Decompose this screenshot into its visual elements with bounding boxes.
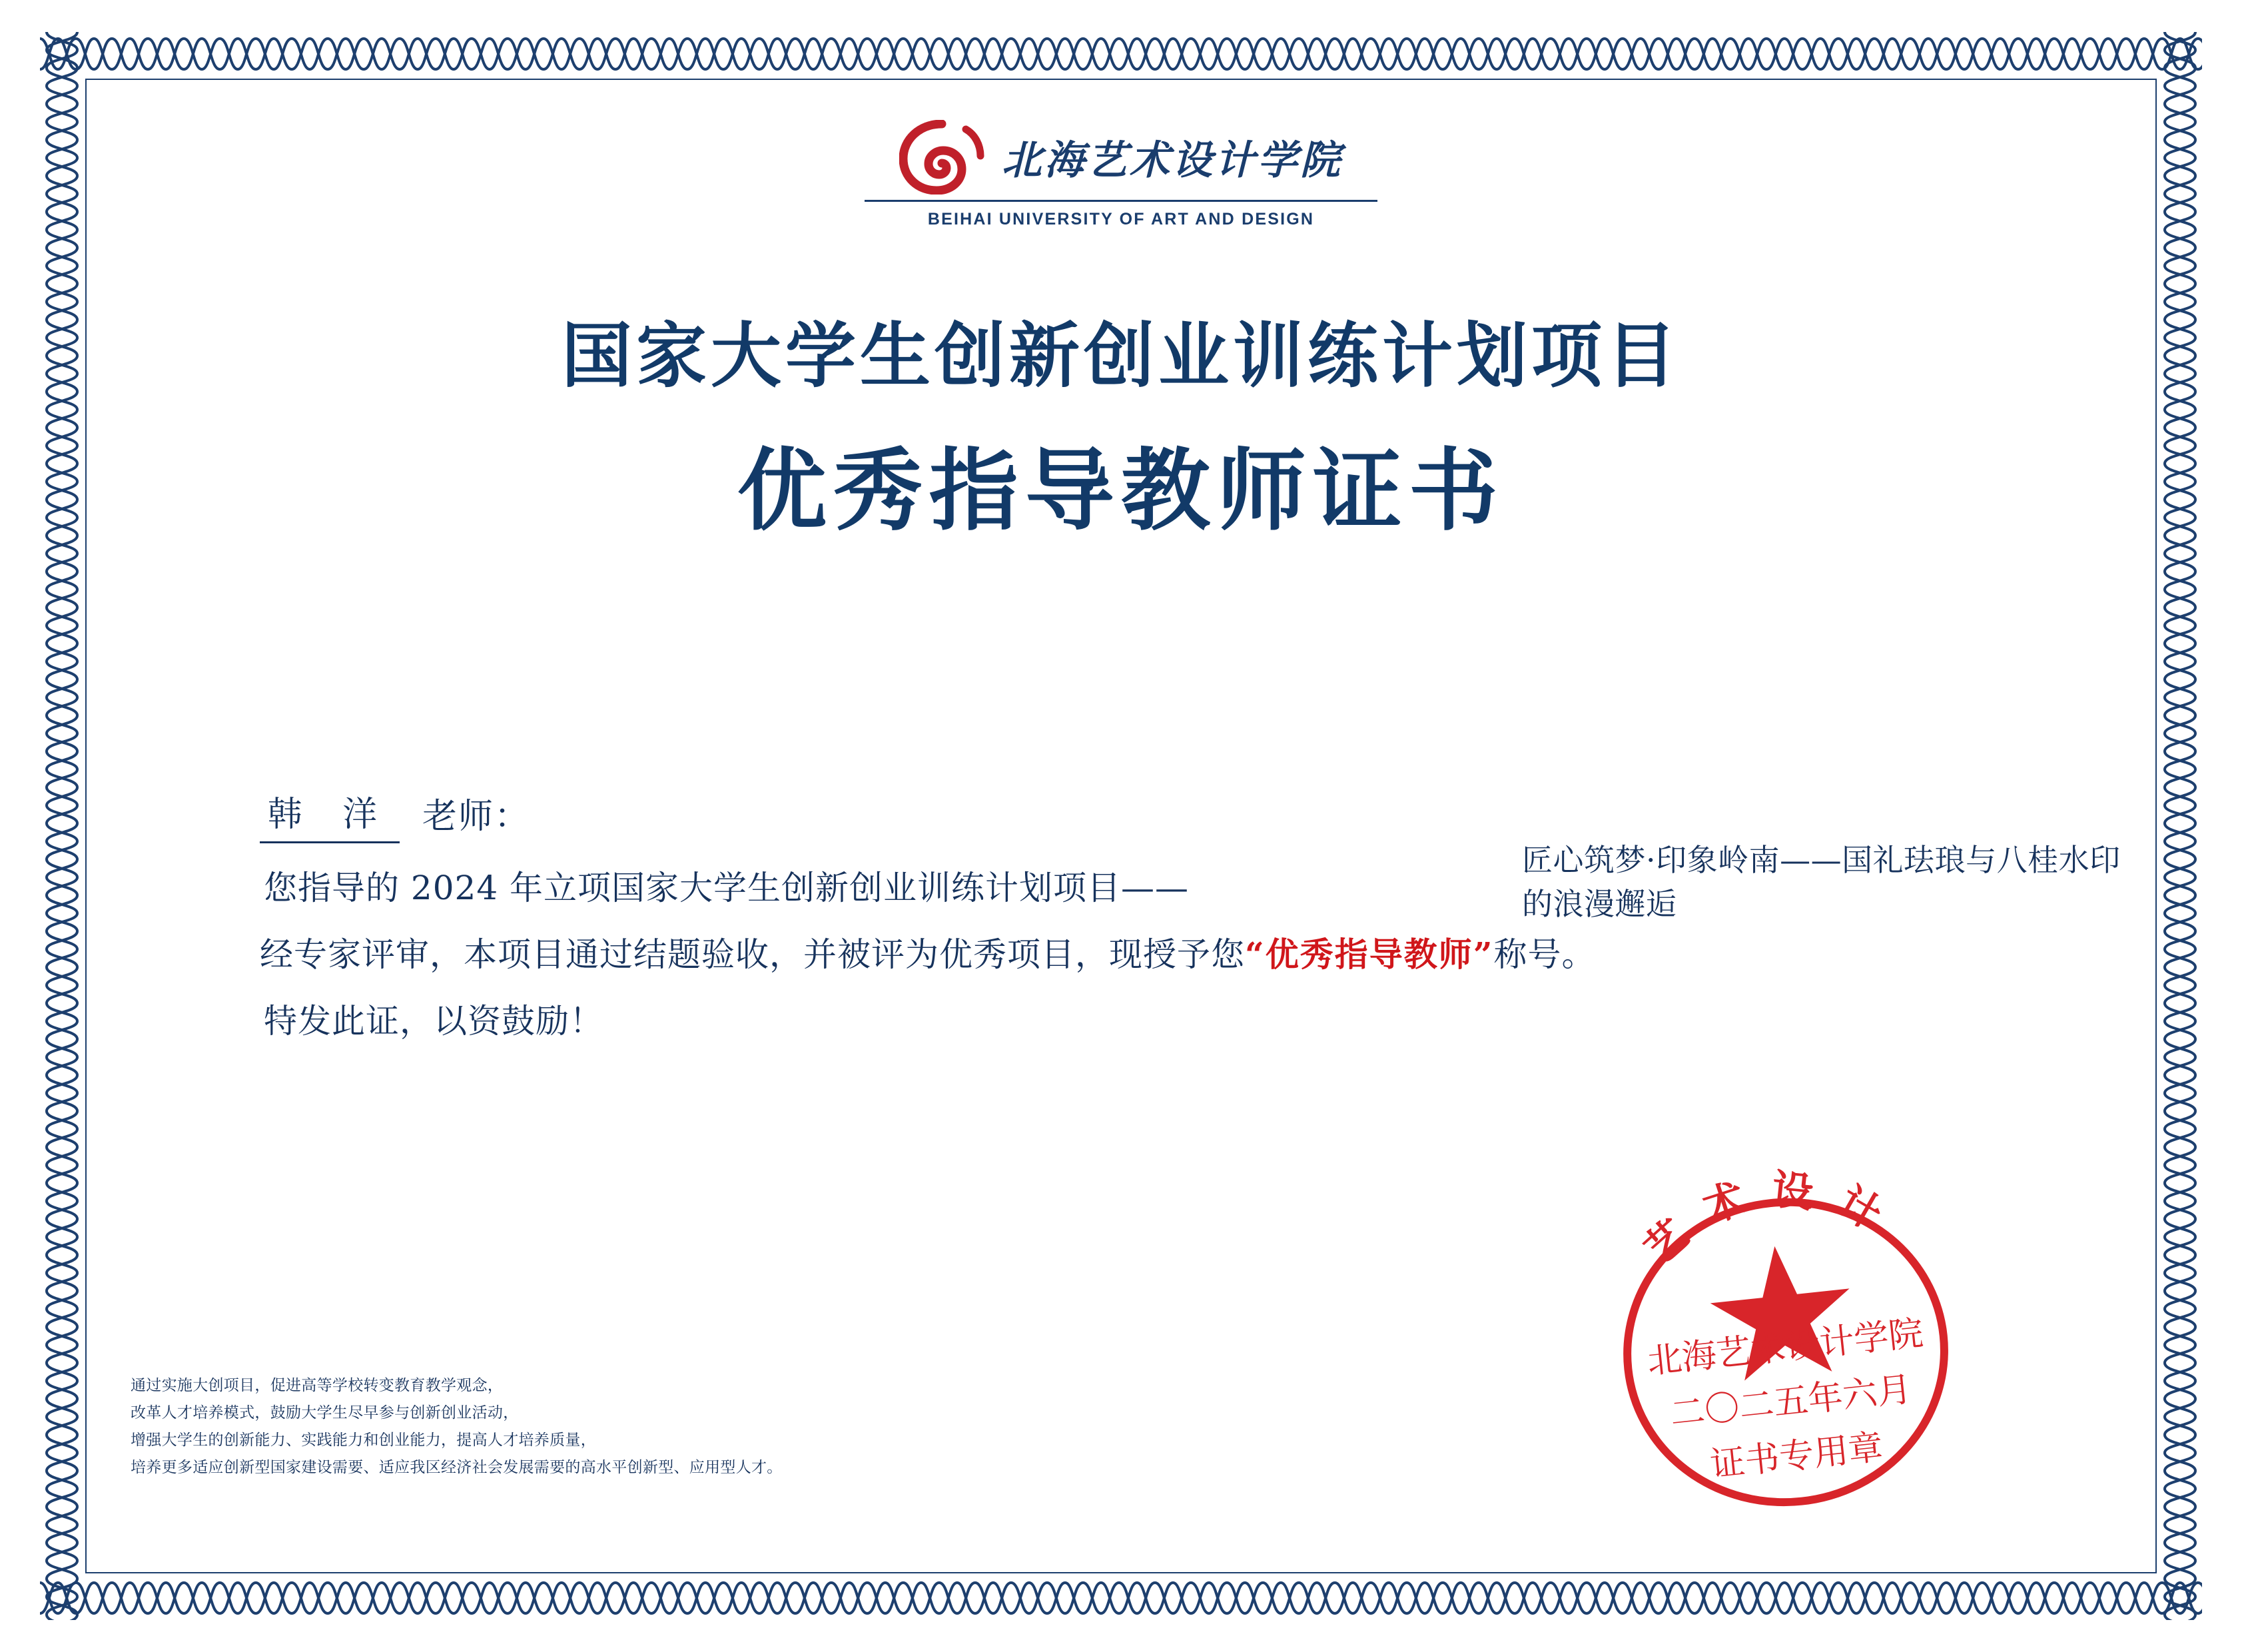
footnote-line-4: 培养更多适应创新型国家建设需要、适应我区经济社会发展需要的高水平创新型、应用型人才。 [131,1459,783,1476]
certificate-title-sub: 优秀指导教师证书 [737,438,1505,543]
certificate-title-main: 国家大学生创新创业训练计划项目 [561,314,1681,397]
footnote-line-1: 通过实施大创项目，促进高等学校转变教育教学观念， [131,1377,504,1394]
seal-center-line-1: 北海艺术设计学院 [1645,1313,1926,1382]
body-paragraph-1: 您指导的 2024 年立项国家大学生创新创业训练计划项目—— [264,869,1190,907]
logo-divider [865,200,1377,202]
recipient-suffix: 老师： [422,797,531,837]
footnote-line-3: 增强大学生的创新能力、实践能力和创业能力，提高人才培养质量， [131,1432,596,1449]
logo-text-cn: 北海艺术设计学院 [1002,137,1343,184]
project-name: 匠心筑梦·印象岭南——国礼珐琅与八桂水印的浪漫邂逅 [1522,842,2121,922]
official-seal [1560,1138,2010,1553]
recipient-line [260,786,1992,843]
body-paragraph-2-before: 经专家评审，本项目通过结题验收，并被评为优秀项目，现授予您 [260,935,1245,974]
border-rope-bottom [40,1576,2202,1620]
institution-logo [865,120,1377,229]
footnote-block [131,1372,1063,1481]
seal-icon [1560,1138,2010,1553]
body-paragraph-2 [260,922,1992,987]
footnote-line-2: 改革人才培养模式，鼓励大学生尽早参与创新创业活动， [131,1404,519,1422]
border-rope-right [2158,32,2202,1620]
recipient-name: 韩 洋 [260,786,400,843]
logo-row [899,120,1343,195]
border-rope-top [40,32,2202,76]
seal-arc-text: 艺术设计 [1635,1164,1910,1274]
logo-text-en: BEIHAI UNIVERSITY OF ART AND DESIGN [927,210,1315,228]
body-paragraph-3: 特发此证，以资鼓励！ [264,1002,603,1040]
body-paragraph-2-after: 称号。 [1493,935,1596,974]
seal-center-line-2: 二〇二五年六月 [1668,1369,1914,1435]
seal-center-line-3: 证书专用章 [1708,1427,1885,1485]
award-title-highlight: “优秀指导教师” [1245,935,1494,974]
university-emblem-icon [899,120,984,195]
border-rope-left [40,32,84,1620]
